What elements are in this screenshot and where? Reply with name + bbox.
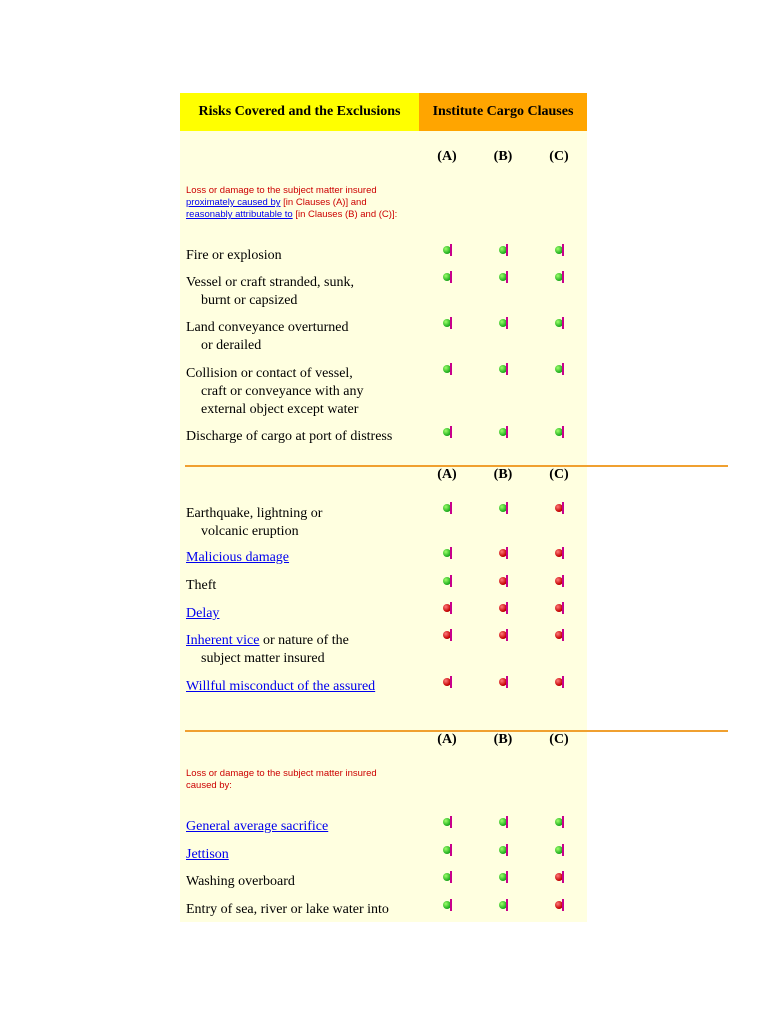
- inherent-vice-link[interactable]: Inherent vice: [186, 633, 260, 648]
- covered-indicator-icon: [555, 273, 563, 281]
- excluded-indicator-icon: [555, 678, 563, 686]
- row-willful-misconduct: [186, 678, 426, 696]
- covered-indicator-icon: [499, 504, 507, 512]
- covered-indicator-icon: [499, 246, 507, 254]
- section-divider: [185, 730, 728, 732]
- excluded-indicator-icon: [443, 631, 451, 639]
- clauses-document: [180, 93, 587, 922]
- covered-indicator-icon: [555, 818, 563, 826]
- covered-indicator-icon: [443, 428, 451, 436]
- row-collision: [186, 365, 426, 419]
- covered-indicator-icon: [443, 549, 451, 557]
- intro-text: [in Clauses (A)] and: [280, 197, 367, 208]
- row-label: or nature of the: [259, 633, 349, 648]
- covered-indicator-icon: [555, 365, 563, 373]
- covered-indicator-icon: [443, 504, 451, 512]
- row-label: Land conveyance overturned: [186, 320, 349, 335]
- row-label-cont: external object except water: [201, 402, 359, 417]
- excluded-indicator-icon: [555, 604, 563, 612]
- section3-intro: [186, 768, 426, 792]
- col-head-a: (A): [437, 149, 457, 164]
- covered-indicator-icon: [555, 246, 563, 254]
- row-delay: [186, 605, 426, 623]
- excluded-indicator-icon: [499, 678, 507, 686]
- row-label-cont: volcanic eruption: [201, 524, 299, 539]
- covered-indicator-icon: [499, 365, 507, 373]
- header-cargo-clauses: Institute Cargo Clauses: [419, 93, 587, 131]
- excluded-indicator-icon: [555, 504, 563, 512]
- row-label: Washing overboard: [186, 874, 295, 889]
- covered-indicator-icon: [443, 846, 451, 854]
- row-label: Theft: [186, 578, 217, 593]
- proximately-caused-link[interactable]: proximately caused by: [186, 197, 281, 208]
- header-risks: Risks Covered and the Exclusions: [180, 93, 419, 131]
- excluded-indicator-icon: [499, 631, 507, 639]
- intro-text: [in Clauses (B) and (C)]:: [292, 209, 398, 220]
- row-general-average: [186, 818, 426, 836]
- row-discharge: [186, 428, 426, 446]
- jettison-link[interactable]: Jettison: [186, 847, 229, 862]
- covered-indicator-icon: [443, 818, 451, 826]
- row-malicious-damage: [186, 549, 426, 567]
- covered-indicator-icon: [443, 365, 451, 373]
- col-head-c: (C): [549, 467, 569, 482]
- excluded-indicator-icon: [443, 604, 451, 612]
- row-label-cont: burnt or capsized: [201, 293, 298, 308]
- row-theft: [186, 577, 426, 595]
- general-average-link[interactable]: General average sacrifice: [186, 819, 329, 834]
- row-earthquake: [186, 505, 426, 541]
- row-fire: [186, 247, 426, 265]
- reasonably-attributable-link[interactable]: reasonably attributable to: [186, 209, 293, 220]
- covered-indicator-icon: [499, 428, 507, 436]
- covered-indicator-icon: [443, 246, 451, 254]
- delay-link[interactable]: Delay: [186, 606, 220, 621]
- section1-intro: [186, 185, 426, 221]
- covered-indicator-icon: [499, 818, 507, 826]
- col-head-c: (C): [549, 732, 569, 747]
- col-head-a: (A): [437, 467, 457, 482]
- covered-indicator-icon: [443, 273, 451, 281]
- row-label: Fire or explosion: [186, 248, 282, 263]
- row-label: Discharge of cargo at port of distress: [186, 429, 393, 444]
- covered-indicator-icon: [499, 901, 507, 909]
- row-land-conveyance: [186, 319, 426, 355]
- covered-indicator-icon: [555, 428, 563, 436]
- covered-indicator-icon: [555, 319, 563, 327]
- intro-text: caused by:: [186, 780, 232, 791]
- covered-indicator-icon: [443, 319, 451, 327]
- row-label-cont: craft or conveyance with any: [201, 384, 364, 399]
- covered-indicator-icon: [499, 319, 507, 327]
- excluded-indicator-icon: [555, 631, 563, 639]
- covered-indicator-icon: [443, 901, 451, 909]
- excluded-indicator-icon: [499, 604, 507, 612]
- col-head-c: (C): [549, 149, 569, 164]
- covered-indicator-icon: [499, 873, 507, 881]
- row-label: Earthquake, lightning or: [186, 506, 323, 521]
- row-label: Collision or contact of vessel,: [186, 366, 353, 381]
- excluded-indicator-icon: [443, 678, 451, 686]
- row-label-cont: or derailed: [201, 338, 262, 353]
- col-head-a: (A): [437, 732, 457, 747]
- row-label: Vessel or craft stranded, sunk,: [186, 275, 354, 290]
- row-label: Entry of sea, river or lake water into: [186, 902, 389, 917]
- excluded-indicator-icon: [555, 873, 563, 881]
- row-inherent-vice: [186, 632, 426, 668]
- excluded-indicator-icon: [555, 549, 563, 557]
- section-divider: [185, 465, 728, 467]
- excluded-indicator-icon: [555, 577, 563, 585]
- col-head-b: (B): [493, 467, 513, 482]
- covered-indicator-icon: [555, 846, 563, 854]
- row-washing-overboard: [186, 873, 426, 891]
- covered-indicator-icon: [443, 577, 451, 585]
- col-head-b: (B): [493, 149, 513, 164]
- malicious-damage-link[interactable]: Malicious damage: [186, 550, 290, 565]
- excluded-indicator-icon: [499, 577, 507, 585]
- intro-text: Loss or damage to the subject matter insured: [186, 185, 377, 196]
- excluded-indicator-icon: [555, 901, 563, 909]
- covered-indicator-icon: [499, 273, 507, 281]
- row-label-cont: subject matter insured: [201, 651, 325, 666]
- covered-indicator-icon: [443, 873, 451, 881]
- row-vessel-stranded: [186, 274, 426, 310]
- willful-misconduct-link[interactable]: Willful misconduct of the assured: [186, 679, 376, 694]
- intro-text: Loss or damage to the subject matter insured: [186, 768, 377, 779]
- col-head-b: (B): [493, 732, 513, 747]
- row-jettison: [186, 846, 426, 864]
- row-entry-of-water: [186, 901, 426, 919]
- excluded-indicator-icon: [499, 549, 507, 557]
- covered-indicator-icon: [499, 846, 507, 854]
